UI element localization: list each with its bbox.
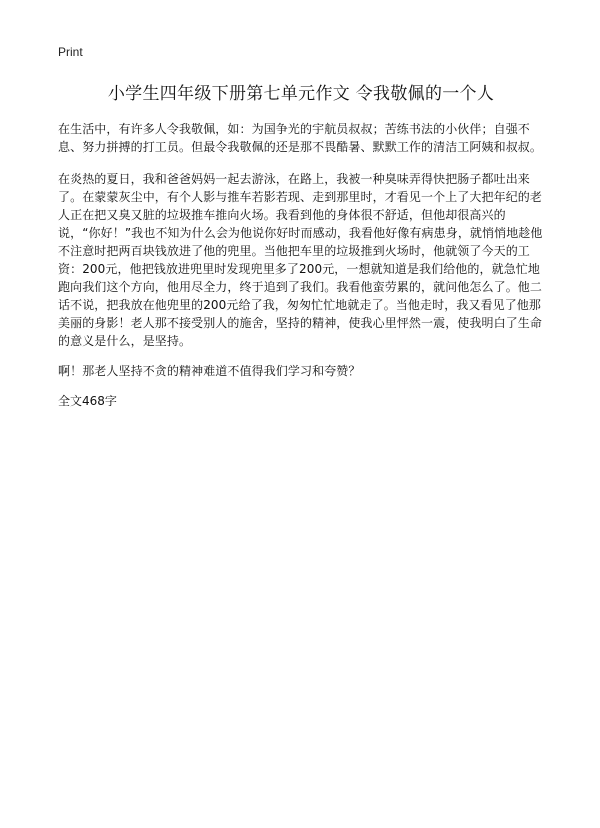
article-title: 小学生四年级下册第七单元作文 令我敬佩的一个人 [107, 84, 495, 104]
word-count: 全文468字 [58, 394, 117, 408]
article-paragraph-1: 在生活中，有许多人令我敬佩，如：为国争光的宇航员叔叔；苦练书法的小伙伴；自强不息、努力拼搏的打工员。但最令我敬佩的还是那不畏酷暑、默默工作的清洁工阿姨和叔叔。 [58, 122, 543, 154]
article-paragraph-2: 在炎热的夏日，我和爸爸妈妈一起去游泳，在路上，我被一种臭味弄得快把肠子都吐出来了。在蒙蒙灰尘中，有个人影与推车若影若现、走到那里时，才看见一个上了大把年纪的老人正在把又臭又脏的垃圾推车推向火场。我看到他的身体很不舒适，但他却很高兴的说，“你好！”我也不知为什么会为他说你好时而感动，我看他好像有病患身，就悄悄地趁他不注意时把两百块钱放进了他的兜里。当他把车里的垃圾推到火场时，他就领了今天的工资：200元，他把钱放进兜里时发现兜里多了200元，一想就知道是我们给他的，就急忙地跑向我们这个方向，他用尽全力，终于追到了我们。我看他蛮劳累的，就问他怎么了。他二话不说，把我放在他兜里的200元给了我，匆匆忙忙地就走了。当他走时，我又看见了他那美丽的身影！老人那不接受别人的施舍，坚持的精神，使我心里怦然一震，使我明白了生命的意义是什么，是坚持。 [58, 172, 543, 348]
article-paragraph-3: 啊！那老人坚持不贪的精神难道不值得我们学习和夸赞？ [58, 364, 361, 378]
print-link[interactable]: Print [58, 45, 83, 59]
